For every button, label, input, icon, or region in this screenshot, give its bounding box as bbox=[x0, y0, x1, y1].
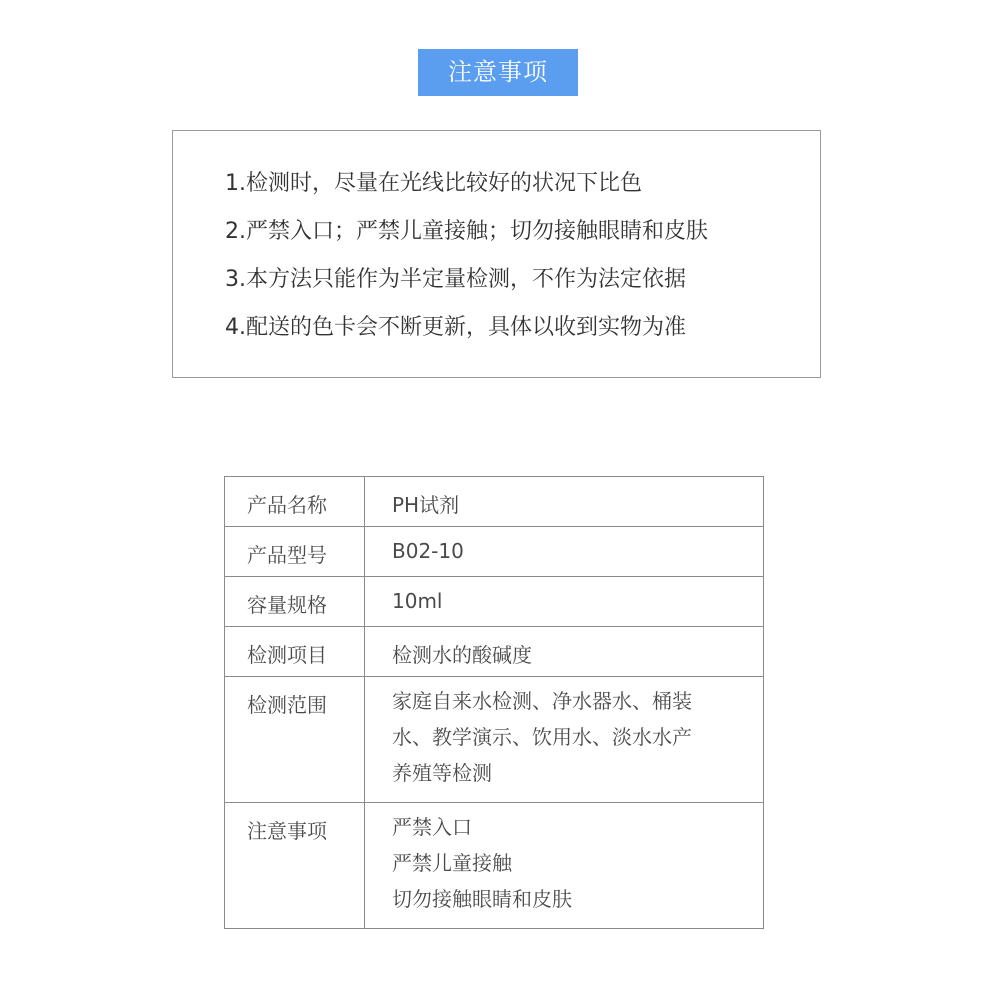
notice-item: 2.严禁入口；严禁儿童接触；切勿接触眼睛和皮肤 bbox=[225, 219, 708, 244]
spec-row-product-name bbox=[225, 477, 764, 527]
spec-value-line: 水、教学演示、饮用水、淡水水产 bbox=[392, 725, 692, 749]
spec-value: 10ml bbox=[365, 577, 764, 627]
spec-value: 检测水的酸碱度 bbox=[365, 627, 764, 677]
spec-row-capacity bbox=[225, 577, 764, 627]
notice-list bbox=[225, 160, 708, 352]
spec-row-test-range bbox=[225, 677, 764, 803]
spec-row-test-item bbox=[225, 627, 764, 677]
spec-value: B02-10 bbox=[365, 527, 764, 577]
spec-value bbox=[365, 803, 764, 929]
spec-value-lines bbox=[392, 809, 763, 917]
section-title-banner: 注意事项 bbox=[418, 49, 578, 96]
spec-key: 注意事项 bbox=[225, 803, 365, 929]
notice-item: 4.配送的色卡会不断更新，具体以收到实物为准 bbox=[225, 315, 686, 340]
spec-key: 检测项目 bbox=[225, 627, 365, 677]
spec-value-lines bbox=[392, 683, 763, 791]
notice-item: 1.检测时，尽量在光线比较好的状况下比色 bbox=[225, 171, 642, 196]
notice-box bbox=[172, 130, 821, 378]
spec-value-line: 养殖等检测 bbox=[392, 761, 492, 785]
spec-value-line: 严禁儿童接触 bbox=[392, 851, 512, 875]
notice-item: 3.本方法只能作为半定量检测，不作为法定依据 bbox=[225, 267, 686, 292]
spec-value-line: 切勿接触眼睛和皮肤 bbox=[392, 887, 572, 911]
spec-key: 容量规格 bbox=[225, 577, 365, 627]
spec-key: 产品名称 bbox=[225, 477, 365, 527]
spec-key: 检测范围 bbox=[225, 677, 365, 803]
spec-value bbox=[365, 677, 764, 803]
spec-row-model bbox=[225, 527, 764, 577]
spec-value-line: 严禁入口 bbox=[392, 815, 472, 839]
spec-value-line: 家庭自来水检测、净水器水、桶装 bbox=[392, 689, 692, 713]
spec-table bbox=[224, 476, 764, 929]
spec-key: 产品型号 bbox=[225, 527, 365, 577]
spec-row-precautions bbox=[225, 803, 764, 929]
spec-value: PH试剂 bbox=[365, 477, 764, 527]
